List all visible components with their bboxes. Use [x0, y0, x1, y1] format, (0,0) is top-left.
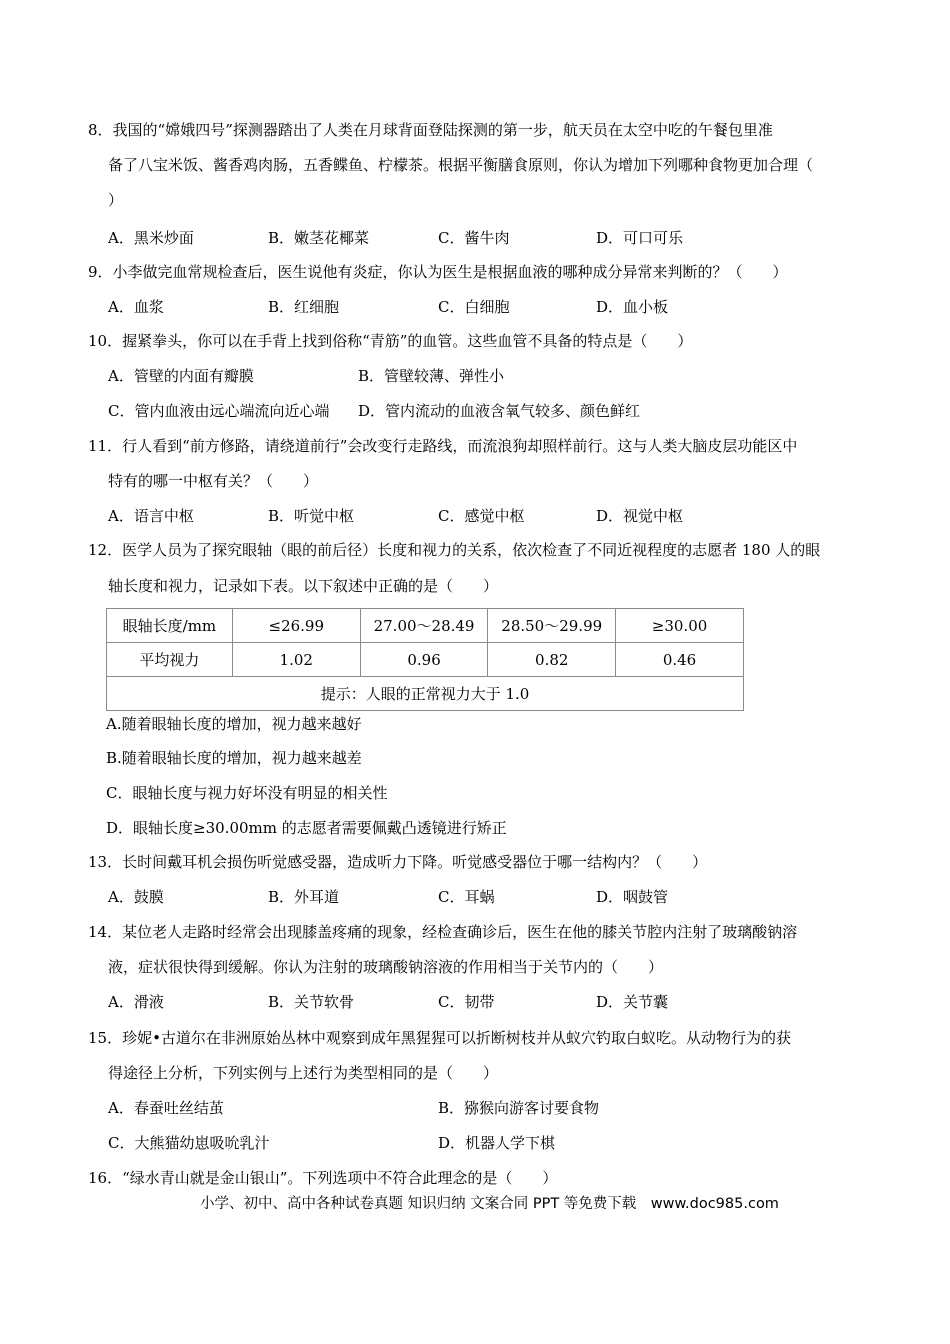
question-10-option-d: D．管内流动的血液含氧气较多、颜色鲜红: [358, 402, 641, 420]
question-15-option-b: B．猕猴向游客讨要食物: [438, 1099, 600, 1117]
question-14-option-b: B．关节软骨: [268, 993, 355, 1011]
question-13-option-c: C．耳蜗: [438, 888, 495, 906]
question-10-stem: 10．握紧拳头，你可以在手背上找到俗称“青筋”的血管。这些血管不具备的特点是（ ）: [88, 332, 693, 350]
question-15-stem-line-2: 得途径上分析，下列实例与上述行为类型相同的是（ ）: [108, 1064, 499, 1082]
question-8-stem-line-2: 备了八宝米饭、酱香鸡肉肠，五香鲽鱼、柠檬茶。根据平衡膳食原则，你认为增加下列哪种食物更加合理（: [108, 156, 814, 174]
question-11-option-b: B．听觉中枢: [268, 507, 355, 525]
question-10-option-a: A．管壁的内面有瓣膜: [108, 367, 254, 385]
question-8-option-d: D．可口可乐: [596, 229, 684, 247]
question-8-option-c: C．酱牛肉: [438, 229, 510, 247]
table-row: [107, 643, 744, 677]
question-8-option-b: B．嫩茎花椰菜: [268, 229, 370, 247]
question-15-stem-line-1: 15．珍妮•古道尔在非洲原始丛林中观察到成年黑猩猩可以折断树枝并从蚁穴钓取白蚁吃。从动物行为的获: [88, 1029, 791, 1047]
question-13-option-d: D．咽鼓管: [596, 888, 669, 906]
question-9-option-a: A．血浆: [108, 298, 164, 316]
question-11-stem-line-1: 11．行人看到“前方修路，请绕道前行”会改变行走路线，而流浪狗却照样前行。这与人类大脑皮层功能区中: [88, 437, 798, 455]
question-8-stem-line-1: 8．我国的“嫦娥四号”探测器踏出了人类在月球背面登陆探测的第一步，航天员在太空中吃的午餐包里准: [88, 121, 773, 139]
question-12-option-c: C．眼轴长度与视力好坏没有明显的相关性: [106, 784, 388, 802]
question-12-stem-line-2: 轴长度和视力，记录如下表。以下叙述中正确的是（ ）: [108, 577, 499, 595]
question-9-stem: 9．小李做完血常规检查后，医生说他有炎症，你认为医生是根据血液的哪种成分异常来判断的？（ ）: [88, 263, 788, 281]
page-footer: 小学、初中、高中各种试卷真题 知识归纳 文案合同 PPT 等免费下载 www.doc985.com: [200, 1196, 779, 1212]
question-15-option-d: D．机器人学下棋: [438, 1134, 556, 1152]
question-14-stem-line-1: 14．某位老人走路时经常会出现膝盖疼痛的现象，经检查确诊后，医生在他的膝关节腔内注射了玻璃酸钠溶: [88, 923, 798, 941]
question-9-option-c: C．白细胞: [438, 298, 510, 316]
question-8-option-a: A．黑米炒面: [108, 229, 194, 247]
question-13-stem: 13．长时间戴耳机会损伤听觉感受器，造成听力下降。听觉感受器位于哪一结构内？（ ）: [88, 853, 708, 871]
table-header-cell: 28.50～29.99: [488, 609, 616, 643]
table-header-cell: 27.00～28.49: [360, 609, 488, 643]
question-12-option-b: B.随着眼轴长度的增加，视力越来越差: [106, 749, 362, 767]
question-13-option-b: B．外耳道: [268, 888, 340, 906]
table-cell: 平均视力: [107, 643, 233, 677]
question-15-option-a: A．春蚕吐丝结茧: [108, 1099, 224, 1117]
table-header-row: [107, 609, 744, 643]
question-11-option-c: C．感觉中枢: [438, 507, 525, 525]
question-14-option-c: C．韧带: [438, 993, 495, 1011]
question-16-stem: 16．“绿水青山就是金山银山”。下列选项中不符合此理念的是（ ）: [88, 1169, 558, 1187]
question-14-option-d: D．关节囊: [596, 993, 669, 1011]
question-9-option-b: B．红细胞: [268, 298, 340, 316]
question-15-option-c: C．大熊猫幼崽吸吮乳汁: [108, 1134, 270, 1152]
table-cell: 1.02: [232, 643, 360, 677]
table-header-cell: 眼轴长度/mm: [107, 609, 233, 643]
question-12-stem-line-1: 12．医学人员为了探究眼轴（眼的前后径）长度和视力的关系，依次检查了不同近视程度的志愿者 180 人的眼: [88, 541, 821, 559]
table-header-cell: ≤26.99: [232, 609, 360, 643]
question-11-option-d: D．视觉中枢: [596, 507, 684, 525]
eye-axis-vision-table: [106, 608, 744, 711]
table-cell: 0.46: [616, 643, 744, 677]
question-11-stem-line-2: 特有的哪一中枢有关？（ ）: [108, 472, 319, 490]
table-cell: 0.96: [360, 643, 488, 677]
question-10-option-c: C．管内血液由远心端流向近心端: [108, 402, 330, 420]
question-8-stem-line-3: ）: [108, 191, 124, 209]
question-12-option-a: A.随着眼轴长度的增加，视力越来越好: [106, 715, 362, 733]
question-13-option-a: A．鼓膜: [108, 888, 164, 906]
question-11-option-a: A．语言中枢: [108, 507, 194, 525]
table-note: 提示：人眼的正常视力大于 1.0: [107, 677, 744, 711]
question-9-option-d: D．血小板: [596, 298, 669, 316]
question-14-stem-line-2: 液，症状很快得到缓解。你认为注射的玻璃酸钠溶液的作用相当于关节内的（ ）: [108, 958, 664, 976]
table-cell: 0.82: [488, 643, 616, 677]
table-header-cell: ≥30.00: [616, 609, 744, 643]
question-12-option-d: D．眼轴长度≥30.00mm 的志愿者需要佩戴凸透镜进行矫正: [106, 819, 507, 837]
question-14-option-a: A．滑液: [108, 993, 164, 1011]
table-note-row: [107, 677, 744, 711]
question-10-option-b: B．管壁较薄、弹性小: [358, 367, 505, 385]
